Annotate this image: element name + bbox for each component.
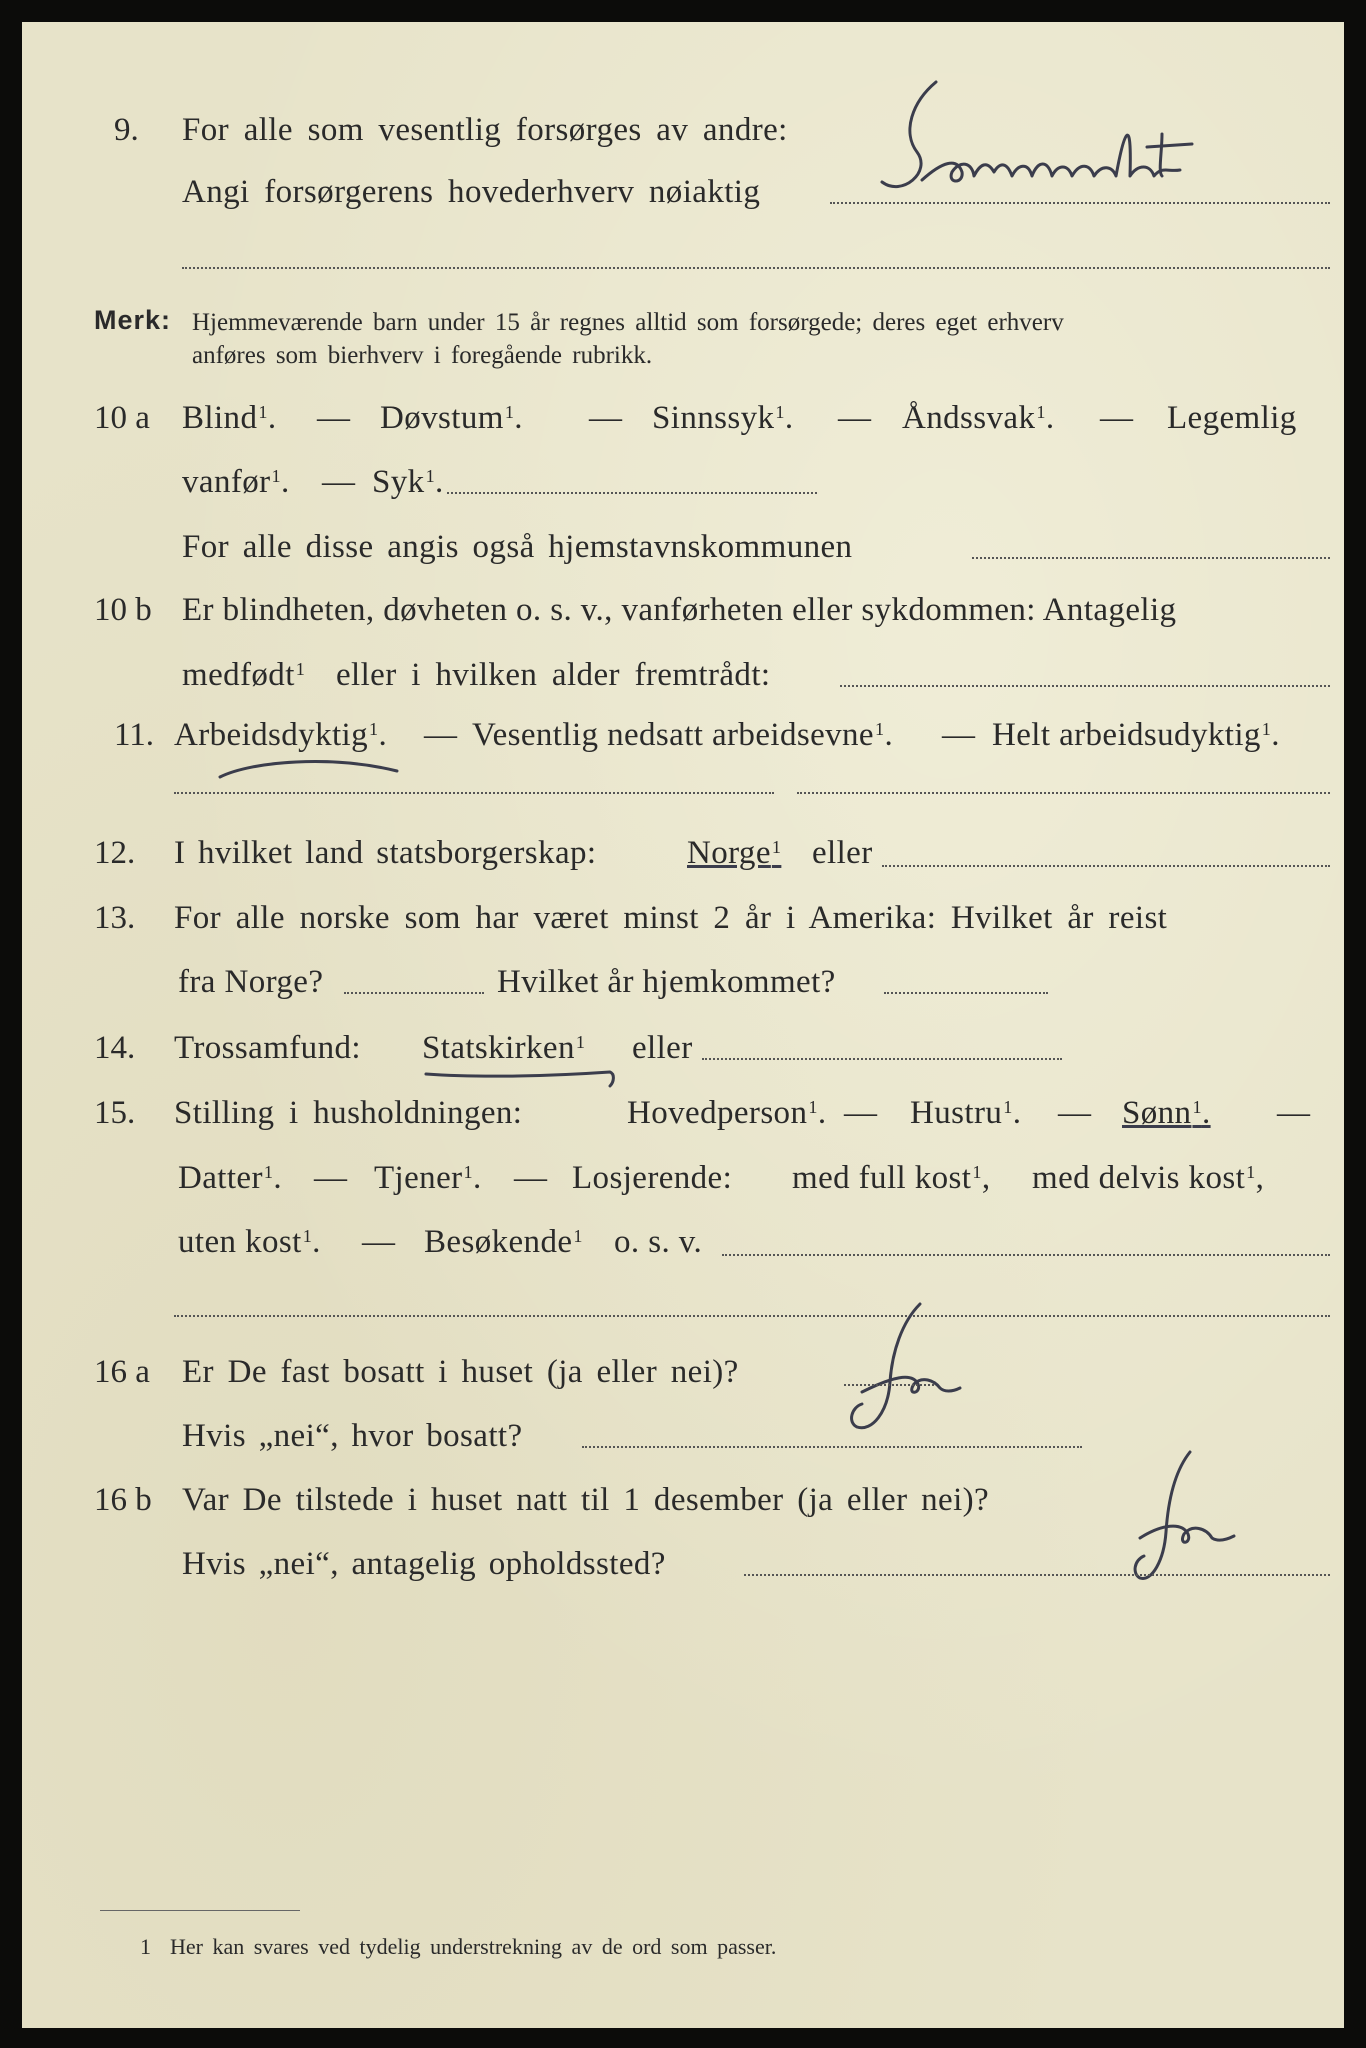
item-9-extra-line[interactable] xyxy=(182,267,1330,269)
dash: — xyxy=(362,1224,396,1260)
item-10a-option-andssvak: Åndssvak$^1$. xyxy=(902,400,1055,436)
item-12-line1: I hvilket land statsborgerskap: xyxy=(174,835,597,871)
item-16a-number: 16 a xyxy=(94,1354,150,1390)
item-11-option-arbeidsdyktig: Arbeidsdyktig$^1$. xyxy=(174,717,388,753)
item-16b-opholdssted-line[interactable] xyxy=(744,1574,1330,1576)
item-10a-option-blind: Blind$^1$. xyxy=(182,400,277,436)
item-15-label: Stilling i husholdningen: xyxy=(174,1095,523,1131)
dash: — xyxy=(589,400,623,436)
item-9-handwritten-answer xyxy=(862,72,1302,212)
item-14-number: 14. xyxy=(94,1030,136,1066)
item-11-number: 11. xyxy=(114,717,155,753)
item-10a-line3: For alle disse angis også hjemstavnskommunen xyxy=(182,529,853,565)
item-16b-number: 16 b xyxy=(94,1482,152,1518)
item-9-line2: Angi forsørgerens hovederhverv nøiaktig xyxy=(182,174,761,210)
item-15-option-delvis-kost: med delvis kost$^1$, xyxy=(1032,1160,1265,1196)
dash: — xyxy=(514,1160,548,1196)
item-10b-alder-line[interactable] xyxy=(840,685,1330,687)
item-15-option-sonn: Sønn$^1$. xyxy=(1122,1095,1211,1131)
item-10a-syk-line[interactable] xyxy=(447,492,817,494)
merk-line1: Hjemmeværende barn under 15 år regnes alltid som forsørgede; deres eget erhverv xyxy=(192,309,1064,336)
item-13-hjemkommet-line[interactable] xyxy=(884,992,1048,994)
item-15-answer-line[interactable] xyxy=(722,1254,1330,1256)
item-15-option-hovedperson: Hovedperson$^1$. xyxy=(627,1095,827,1131)
item-13-line1: For alle norske som har været minst 2 år i Amerika: Hvilket år reist xyxy=(174,900,1168,936)
dash: — xyxy=(314,1160,348,1196)
item-10a-option-vanfor: vanfør$^1$. xyxy=(182,464,290,500)
item-16a-answer-line[interactable] xyxy=(844,1384,934,1386)
item-14-handwritten-underline xyxy=(422,1062,622,1092)
dash: — xyxy=(317,400,351,436)
merk-line2: anføres som bierhverv i foregående rubrikk. xyxy=(192,342,653,369)
item-11-option-udyktig: Helt arbeidsudyktig$^1$. xyxy=(992,717,1280,753)
census-form-page xyxy=(22,22,1344,2028)
item-15-option-besokende: Besøkende$^1$ xyxy=(424,1224,583,1260)
item-15-option-tjener: Tjener$^1$. xyxy=(374,1160,482,1196)
item-11-handwritten-underline xyxy=(212,747,412,787)
item-11-option-nedsatt: Vesentlig nedsatt arbeidsevne$^1$. xyxy=(472,717,894,753)
dash: — xyxy=(838,400,872,436)
item-14-answer-line[interactable] xyxy=(702,1058,1062,1060)
item-15-number: 15. xyxy=(94,1095,136,1131)
item-15-option-hustru: Hustru$^1$. xyxy=(910,1095,1022,1131)
dash: — xyxy=(844,1095,878,1131)
item-10a-option-sinnssyk: Sinnssyk$^1$. xyxy=(652,400,794,436)
item-10a-number: 10 a xyxy=(94,400,150,436)
item-16a-line2: Hvis „nei“, hvor bosatt? xyxy=(182,1418,523,1454)
item-14-option-statskirken: Statskirken$^1$ xyxy=(422,1030,586,1066)
item-10a-option-syk: Syk$^1$. xyxy=(372,464,444,500)
dash: — xyxy=(1277,1095,1311,1131)
item-15-option-uten-kost: uten kost$^1$. xyxy=(178,1224,321,1260)
item-13-hjemkommet-label: Hvilket år hjemkommet? xyxy=(497,964,836,1000)
dash: — xyxy=(424,717,458,753)
item-12-number: 12. xyxy=(94,835,136,871)
dash: — xyxy=(1058,1095,1092,1131)
item-15-option-full-kost: med full kost$^1$, xyxy=(792,1160,991,1196)
item-15-extra-line[interactable] xyxy=(174,1315,1330,1317)
item-9-line1: For alle som vesentlig forsørges av andre: xyxy=(182,112,788,148)
item-16a-line1: Er De fast bosatt i huset (ja eller nei)? xyxy=(182,1354,739,1390)
dash: — xyxy=(322,464,356,500)
item-13-reist-line[interactable] xyxy=(344,992,484,994)
item-10a-hjemstavn-line[interactable] xyxy=(972,557,1330,559)
item-10a-option-legemlig: Legemlig xyxy=(1167,400,1297,436)
item-10b-number: 10 b xyxy=(94,592,152,628)
item-10b-line1: Er blindheten, døvheten o. s. v., vanførheten eller sykdommen: Antagelig xyxy=(182,592,1177,628)
item-12-eller: eller xyxy=(812,835,873,871)
item-16a-bosatt-line[interactable] xyxy=(582,1446,1082,1448)
footnote-divider xyxy=(100,1910,300,1911)
item-14-label: Trossamfund: xyxy=(174,1030,361,1066)
item-16b-handwritten-answer xyxy=(1102,1442,1252,1602)
item-10b-option-medfodt: medfødt$^1$ xyxy=(182,657,306,693)
item-14-eller: eller xyxy=(632,1030,693,1066)
item-10a-option-dovstum: Døvstum$^1$. xyxy=(380,400,523,436)
footnote-number: 1 xyxy=(140,1934,151,1959)
item-11-line-a[interactable] xyxy=(174,792,774,794)
item-16b-line2: Hvis „nei“, antagelig opholdssted? xyxy=(182,1546,666,1582)
item-15-label-losjerende: Losjerende: xyxy=(572,1160,733,1196)
item-13-reist-label: fra Norge? xyxy=(178,964,324,1000)
dash: — xyxy=(942,717,976,753)
item-13-number: 13. xyxy=(94,900,136,936)
item-12-option-norge: Norge$^1$ xyxy=(687,835,782,871)
dash: — xyxy=(1100,400,1134,436)
item-11-line-b[interactable] xyxy=(797,792,1330,794)
item-12-answer-line[interactable] xyxy=(882,865,1330,867)
item-15-option-datter: Datter$^1$. xyxy=(178,1160,282,1196)
merk-label: Merk: xyxy=(94,305,172,335)
item-10b-line2: eller i hvilken alder fremtrådt: xyxy=(336,657,771,693)
item-9-number: 9. xyxy=(114,112,139,148)
item-16a-handwritten-answer xyxy=(822,1292,972,1452)
item-16b-line1: Var De tilstede i huset natt til 1 desember (ja eller nei)? xyxy=(182,1482,990,1518)
footnote-text: Her kan svares ved tydelig understrekning av de ord som passer. xyxy=(170,1934,777,1959)
item-15-osv: o. s. v. xyxy=(614,1224,703,1260)
